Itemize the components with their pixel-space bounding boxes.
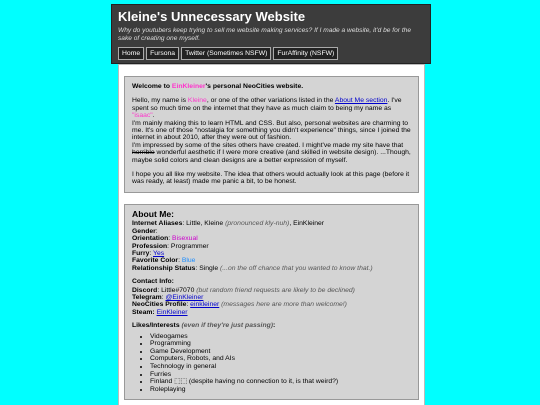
list-item: • Computers, Robots, and AIs <box>150 355 411 363</box>
furry-link[interactable]: Yes <box>153 249 165 257</box>
likes-list <box>132 333 411 394</box>
welcome-box <box>124 76 419 193</box>
list-item: • Technology in general <box>150 363 411 371</box>
likes-heading: Likes/Interests (even if they're just passing): <box>132 322 276 330</box>
steam-row: Steam: EinKleiner <box>132 308 188 316</box>
main-content[interactable] <box>118 64 425 405</box>
orientation-row: Orientation: Bisexual <box>132 235 198 243</box>
welcome-paragraph-closing: I hope you all like my website. The idea that others would actually look at this page (before it was ready, at least) made me panic a bit, to be honest. <box>132 171 410 186</box>
neocities-link[interactable]: einkleiner <box>190 301 220 309</box>
neocities-row: NeoCities Profile: einkleiner (messages here are more than welcome!) <box>132 301 347 309</box>
nav-home[interactable]: Home <box>118 47 144 60</box>
site-tagline: Why do youtubers keep trying to sell me website making services? If I made a website, it'd be for the sake of creating one myself. <box>118 27 411 42</box>
relationship-row: Relationship Status: Single (...on the off chance that you wanted to know that.) <box>132 264 373 272</box>
steam-link[interactable]: EinKleiner <box>156 308 188 316</box>
welcome-paragraph-name: Hello, my name is Kleine, or one of the other variations listed in the About Me section. I've spent so much time on the internet that they have as much claim to being my name as "isaac". I'm mainly making this to learn HTML and CSS. But also, personal websites are charming to me. It's one of those "nostalgia for something you didn't experience" things, since I joined the internet in about 2010, after they were out of fashion. I'm impressed by some of the sites others have created. I might've made my site have that horrible wonderful aesthetic if I were more creative (and skilled in website design). ...Though, maybe solid colors and clean designs are a better expression of myself. <box>132 97 411 164</box>
telegram-link[interactable]: @EinKleiner <box>165 293 204 301</box>
about-me-link[interactable]: About Me section <box>334 97 388 105</box>
list-item: • Furries <box>150 371 411 379</box>
discord-row: Discord: Little#7070 (but random friend requests are likely to be declined) <box>132 286 355 294</box>
favorite-color-row: Favorite Color: Blue <box>132 257 196 265</box>
list-item: • Finland ⬚⬚ (despite having no connection to it, is that weird?) <box>150 378 411 386</box>
site-title: Kleine's Unnecessary Website <box>118 9 306 24</box>
about-box <box>124 204 419 400</box>
nav-twitter[interactable]: Twitter (Sometimes NSFW) <box>181 47 271 60</box>
site-header <box>111 4 431 64</box>
about-heading: About Me: <box>132 208 175 219</box>
aliases-row: Internet Aliases: Little, Kleine (pronounced kly-nuh), EinKleiner <box>132 220 325 228</box>
telegram-row: Telegram: @EinKleiner <box>132 293 204 301</box>
nav-furaffinity[interactable]: FurAffinity (NSFW) <box>273 47 338 60</box>
contact-heading: Contact Info: <box>132 278 174 286</box>
nav-bar <box>118 47 424 60</box>
profession-row: Profession: Programmer <box>132 242 209 250</box>
welcome-intro: Welcome to EinKleiner's personal NeoCities website. <box>132 83 304 90</box>
list-item: • Programming <box>150 340 411 348</box>
gender-row: Gender: <box>132 227 158 235</box>
list-item: • Game Development <box>150 348 411 356</box>
nav-fursona[interactable]: Fursona <box>146 47 179 60</box>
list-item: • Roleplaying <box>150 386 411 394</box>
list-item: • Videogames <box>150 333 411 341</box>
furry-row: Furry: Yes <box>132 249 165 257</box>
